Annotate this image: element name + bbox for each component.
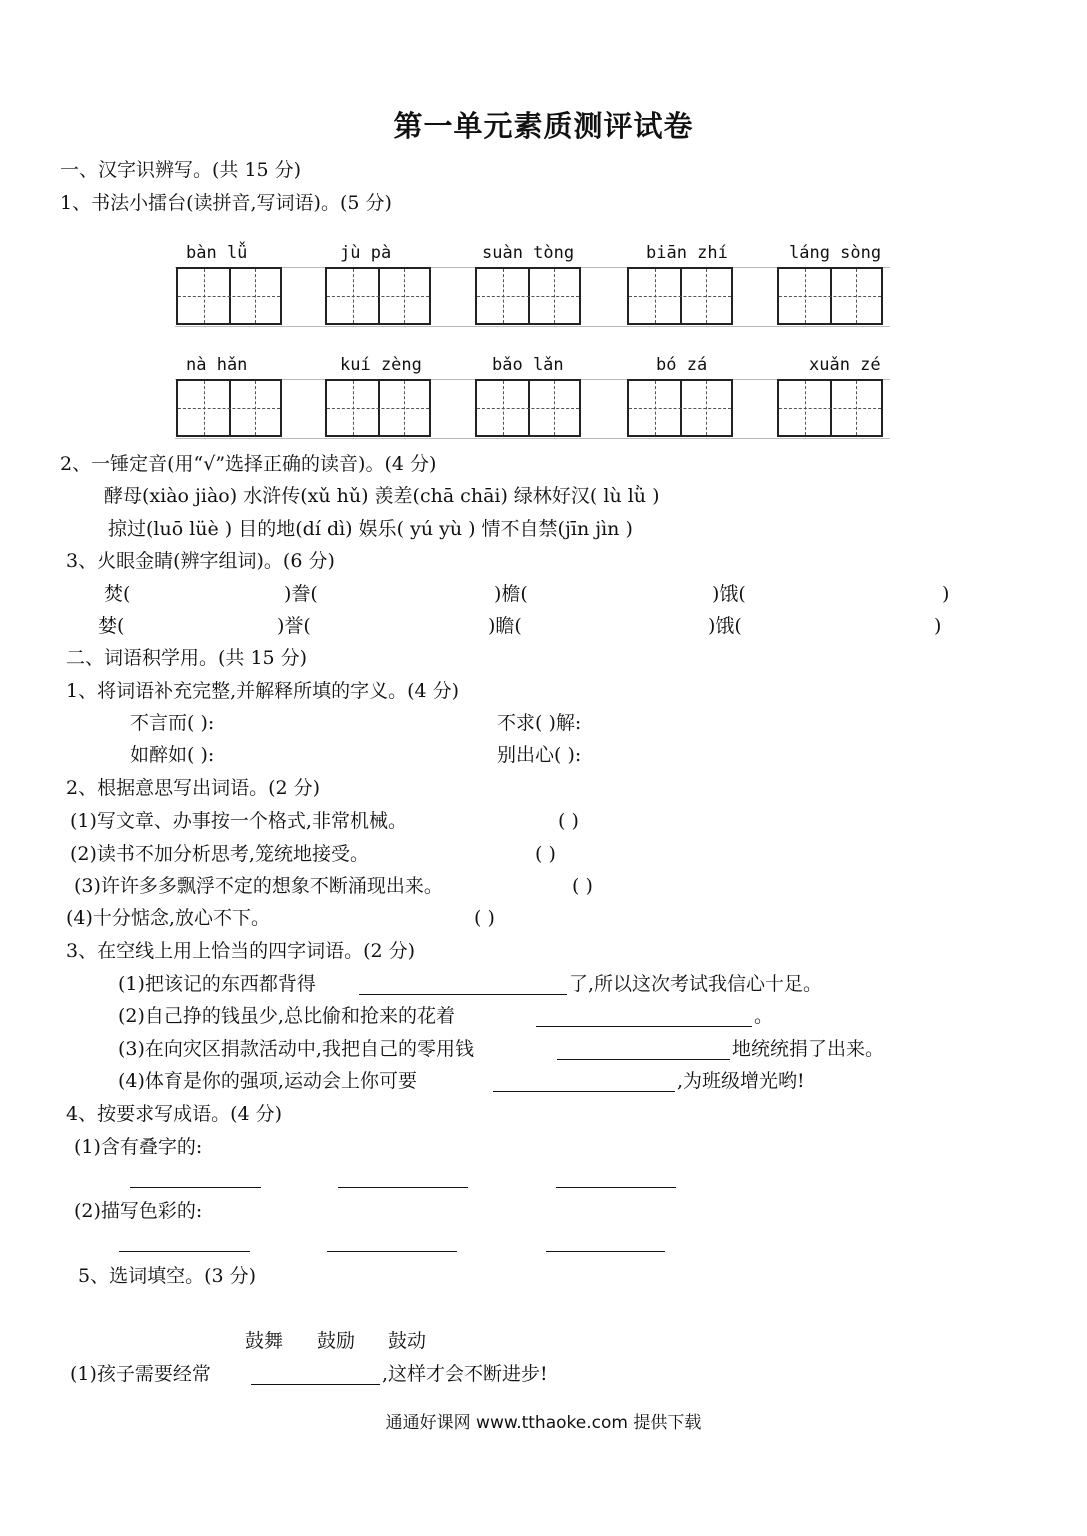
s2q3-pre: (1)把该记的东西都背得 — [118, 973, 316, 995]
s2q5-item1-pre: (1)孩子需要经常 — [70, 1363, 211, 1385]
answer-blank[interactable] — [359, 994, 567, 995]
answer-blank[interactable] — [546, 1251, 665, 1252]
writing-box[interactable] — [325, 267, 431, 325]
s2q2-item: (1)写文章、办事按一个格式,非常机械。 — [70, 810, 407, 832]
answer-blank[interactable] — [251, 1384, 380, 1385]
s2q2-item: (2)读书不加分析思考,笼统地接受。 — [70, 843, 369, 865]
q3-cell: )誊( — [284, 583, 318, 605]
s2q2-paren: ( ) — [474, 907, 495, 929]
pinyin-label: nà hǎn — [186, 355, 248, 375]
answer-blank[interactable] — [556, 1187, 676, 1188]
q3-cell: ) — [934, 615, 942, 637]
s2q3-post: ,为班级增光哟! — [677, 1070, 805, 1092]
writing-box[interactable] — [627, 267, 733, 325]
answer-blank[interactable] — [327, 1251, 457, 1252]
q3-cell: 婪( — [98, 615, 125, 637]
s2q2-paren: ( ) — [572, 875, 593, 897]
q3-cell: ) — [942, 583, 950, 605]
q3-cell: 焚( — [104, 583, 131, 605]
word-option: 鼓动 — [388, 1330, 427, 1352]
writing-box[interactable] — [176, 379, 282, 437]
answer-blank[interactable] — [493, 1091, 675, 1092]
pinyin-label: bǎo lǎn — [492, 355, 564, 375]
pinyin-label: bó zá — [656, 355, 708, 375]
pinyin-label: jù pà — [340, 243, 392, 263]
s2q1-b: 不求( )解: — [497, 712, 582, 734]
writing-box[interactable] — [475, 267, 581, 325]
s2q4-heading: 4、按要求写成语。(4 分) — [66, 1103, 283, 1125]
page-title: 第一单元素质测评试卷 — [393, 109, 694, 143]
q2-line-1: 酵母(xiào jiào) 水浒传(xǔ hǔ) 羡差(chā chāi) 绿林好汉( lù lǜ ) — [104, 485, 660, 507]
q2-heading: 2、一锤定音(用“√”选择正确的读音)。(4 分) — [60, 453, 437, 475]
answer-blank[interactable] — [557, 1059, 730, 1060]
q3-cell: )瞻( — [488, 615, 522, 637]
writing-box[interactable] — [627, 379, 733, 437]
writing-box[interactable] — [325, 379, 431, 437]
answer-blank[interactable] — [338, 1187, 468, 1188]
word-option: 鼓舞 — [245, 1330, 284, 1352]
q3-cell: )饿( — [712, 583, 746, 605]
word-option: 鼓励 — [317, 1330, 356, 1352]
q3-cell: )饿( — [708, 615, 742, 637]
q1-heading: 1、书法小擂台(读拼音,写词语)。(5 分) — [60, 192, 392, 214]
answer-blank[interactable] — [536, 1026, 752, 1027]
pinyin-label: suàn tòng — [482, 243, 575, 263]
q3-cell: )檐( — [494, 583, 528, 605]
s2q3-post: 了,所以这次考试我信心十足。 — [569, 973, 823, 995]
pinyin-label: kuí zèng — [340, 355, 422, 375]
s2q2-paren: ( ) — [535, 843, 556, 865]
section1-heading: 一、汉字识辨写。(共 15 分) — [60, 159, 302, 181]
pinyin-label: xuǎn zé — [809, 355, 881, 375]
answer-blank[interactable] — [119, 1251, 250, 1252]
s2q1-d: 别出心( ): — [497, 744, 582, 766]
s2q3-pre: (2)自己挣的钱虽少,总比偷和抢来的花着 — [118, 1005, 455, 1027]
s2q3-post: 地统统捐了出来。 — [732, 1038, 885, 1060]
s2q2-paren: ( ) — [558, 810, 579, 832]
s2q3-pre: (4)体育是你的强项,运动会上你可要 — [118, 1070, 417, 1092]
pinyin-label: bàn lǚ — [186, 243, 248, 263]
s2q3-post: 。 — [754, 1005, 774, 1027]
writing-box[interactable] — [777, 267, 883, 325]
s2q5-item1-post: ,这样才会不断进步! — [382, 1363, 548, 1385]
s2q2-item: (3)许许多多飘浮不定的想象不断涌现出来。 — [74, 875, 443, 897]
pinyin-label: láng sòng — [789, 243, 882, 263]
section2-heading: 二、词语积学用。(共 15 分) — [66, 647, 308, 669]
s2q3-pre: (3)在向灾区捐款活动中,我把自己的零用钱 — [118, 1038, 474, 1060]
guide-line — [175, 326, 890, 327]
s2q4-a: (1)含有叠字的: — [74, 1136, 203, 1158]
s2q5-heading: 5、选词填空。(3 分) — [78, 1265, 257, 1287]
writing-box[interactable] — [475, 379, 581, 437]
q3-heading: 3、火眼金睛(辨字组词)。(6 分) — [66, 550, 335, 572]
writing-box[interactable] — [176, 267, 282, 325]
footer-text: 通通好课网 www.tthaoke.com 提供下载 — [385, 1413, 702, 1433]
guide-line — [175, 438, 890, 439]
s2q1-c: 如醉如( ): — [130, 744, 215, 766]
pinyin-label: biān zhí — [646, 243, 728, 263]
s2q4-b: (2)描写色彩的: — [74, 1200, 203, 1222]
s2q3-heading: 3、在空线上用上恰当的四字词语。(2 分) — [66, 940, 416, 962]
writing-box[interactable] — [777, 379, 883, 437]
s2q1-a: 不言而( ): — [130, 712, 215, 734]
answer-blank[interactable] — [130, 1187, 261, 1188]
q2-line-2: 掠过(luō lüè ) 目的地(dí dì) 娱乐( yú yù ) 情不自禁(jīn jìn ) — [108, 518, 633, 540]
s2q1-heading: 1、将词语补充完整,并解释所填的字义。(4 分) — [66, 680, 460, 702]
q3-cell: )誉( — [277, 615, 311, 637]
s2q2-heading: 2、根据意思写出词语。(2 分) — [66, 777, 321, 799]
s2q2-item: (4)十分惦念,放心不下。 — [66, 907, 270, 929]
